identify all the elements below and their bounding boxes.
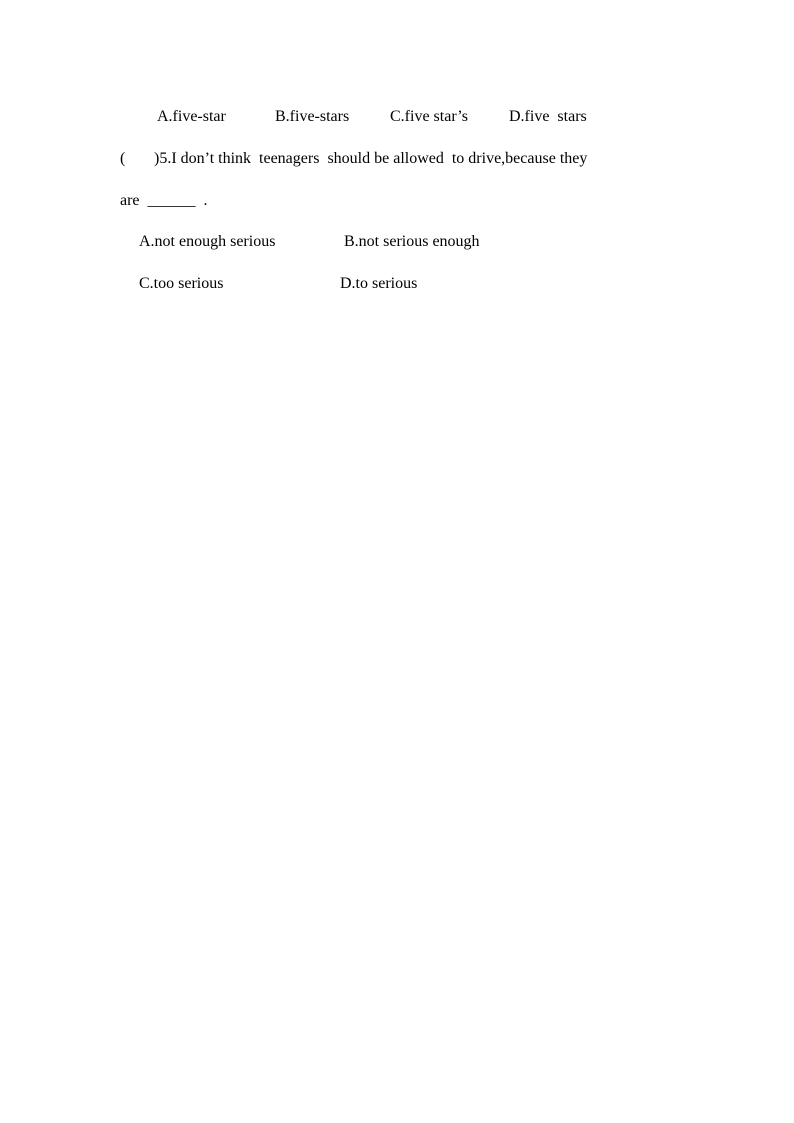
- q5-stem-continuation: are ______ .: [120, 192, 208, 209]
- q4-option-a: A.five-star: [157, 108, 226, 125]
- q5-option-a: A.not enough serious: [139, 233, 276, 250]
- q5-stem: )5.I don’t think teenagers should be allowed to drive,because they: [154, 150, 588, 167]
- q5-option-b: B.not serious enough: [344, 233, 480, 250]
- q5-option-c: C.too serious: [139, 275, 224, 292]
- q4-option-d: D.five stars: [509, 108, 587, 125]
- q4-option-b: B.five-stars: [275, 108, 350, 125]
- q4-option-c: C.five star’s: [390, 108, 468, 125]
- q5-option-d: D.to serious: [340, 275, 418, 292]
- q5-answer-paren-open: (: [120, 150, 126, 167]
